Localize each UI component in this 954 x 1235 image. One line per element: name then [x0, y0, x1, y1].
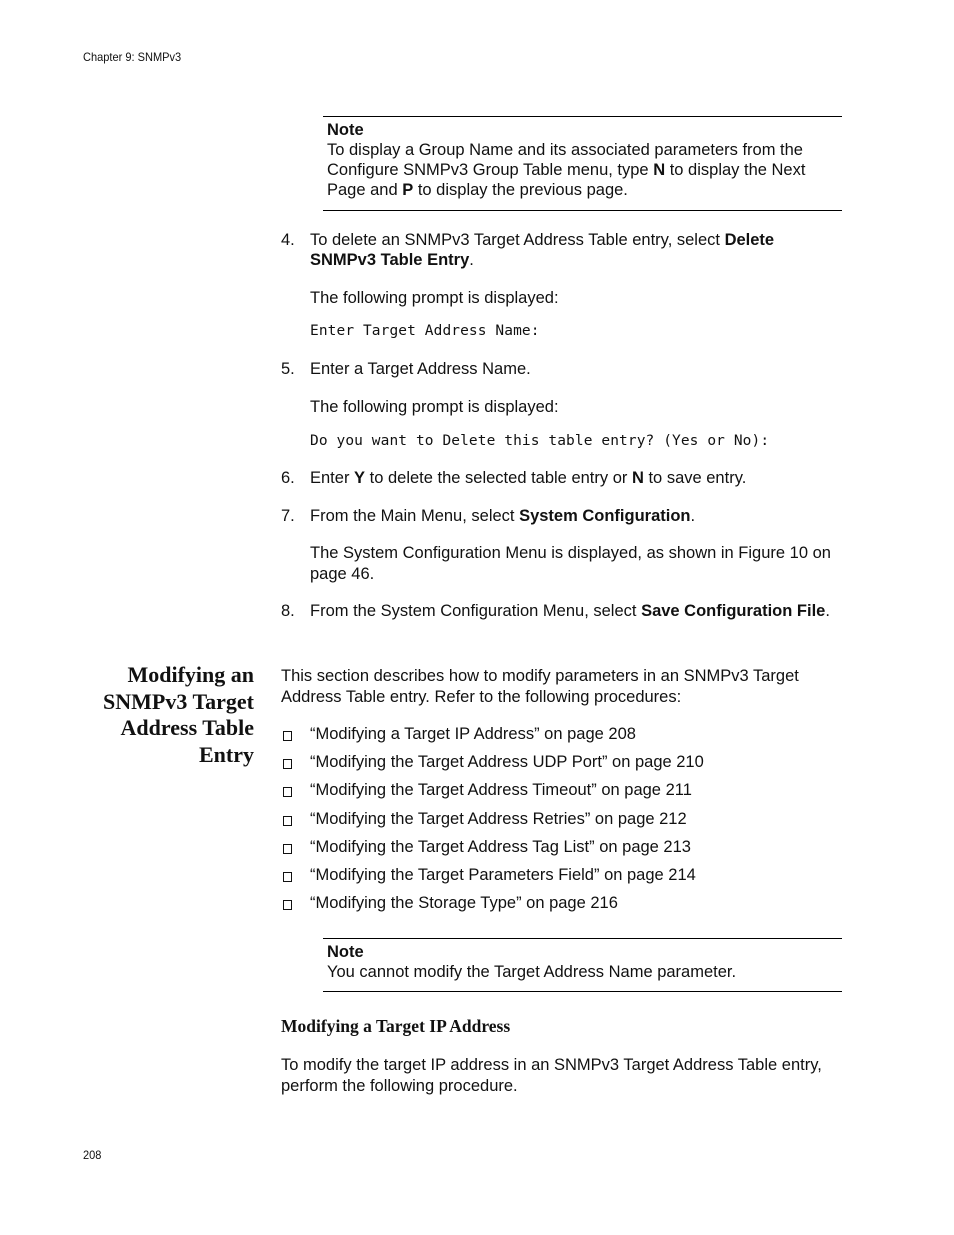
- checkbox-bullet-icon: [283, 731, 292, 741]
- checkbox-bullet-icon: [283, 872, 292, 882]
- list-item[interactable]: “Modifying the Target Address Tag List” on page 213: [281, 836, 842, 864]
- page-number: 208: [83, 1148, 102, 1162]
- step-detail: The System Configuration Menu is displayed, as shown in Figure 10 on page 46.: [310, 544, 831, 583]
- code-prompt: Do you want to Delete this table entry? (Yes or No):: [310, 433, 770, 449]
- step-number: 7.: [281, 507, 295, 525]
- step-text: Enter Y to delete the selected table entry or N to save entry.: [310, 469, 747, 487]
- list-item[interactable]: “Modifying the Storage Type” on page 216: [281, 892, 842, 920]
- step-4: [281, 230, 842, 270]
- note-body: You cannot modify the Target Address Name parameter.: [327, 963, 737, 981]
- step-number: 8.: [281, 602, 295, 620]
- checkbox-bullet-icon: [283, 787, 292, 797]
- note-title: Note: [327, 943, 364, 961]
- step-text: From the Main Menu, select System Configuration.: [310, 507, 696, 525]
- step-7: [281, 506, 842, 526]
- list-item[interactable]: “Modifying a Target IP Address” on page 208: [281, 723, 842, 751]
- running-header: Chapter 9: SNMPv3: [83, 50, 182, 64]
- code-prompt: Enter Target Address Name:: [310, 323, 540, 339]
- checkbox-bullet-icon: [283, 844, 292, 854]
- subsection-text: To modify the target IP address in an SNMPv3 Target Address Table entry, perform the following procedure.: [281, 1056, 822, 1095]
- note-box: [323, 938, 842, 992]
- step-number: 5.: [281, 360, 295, 378]
- step-text: To delete an SNMPv3 Target Address Table entry, select Delete SNMPv3 Table Entry.: [310, 231, 775, 269]
- list-item[interactable]: “Modifying the Target Address UDP Port” on page 210: [281, 751, 842, 779]
- step-5: [281, 359, 842, 379]
- checkbox-bullet-icon: [283, 900, 292, 910]
- note-title: Note: [327, 121, 364, 139]
- step-number: 6.: [281, 469, 295, 487]
- procedure-list: [281, 723, 842, 920]
- prompt-text: The following prompt is displayed:: [310, 398, 559, 416]
- list-item[interactable]: “Modifying the Target Parameters Field” on page 214: [281, 864, 842, 892]
- step-8: [281, 601, 842, 641]
- section-heading: Modifying an SNMPv3 Target Address Table Entry: [103, 662, 254, 767]
- step-number: 4.: [281, 231, 295, 249]
- section-intro: This section describes how to modify parameters in an SNMPv3 Target Address Table entry. Refer to the following procedures:: [281, 667, 799, 706]
- step-text: From the System Configuration Menu, select Save Configuration File.: [310, 602, 830, 620]
- checkbox-bullet-icon: [283, 759, 292, 769]
- note-box: [323, 116, 842, 211]
- prompt-text: The following prompt is displayed:: [310, 289, 559, 307]
- subsection-heading: Modifying a Target IP Address: [281, 1016, 511, 1036]
- step-text: Enter a Target Address Name.: [310, 360, 531, 378]
- step-6: [281, 468, 842, 488]
- note-body: To display a Group Name and its associated parameters from the Configure SNMPv3 Group Table menu, type N to display the Next Page and P to display the previous page.: [327, 141, 806, 199]
- list-item[interactable]: “Modifying the Target Address Timeout” on page 211: [281, 779, 842, 807]
- list-item[interactable]: “Modifying the Target Address Retries” on page 212: [281, 808, 842, 836]
- checkbox-bullet-icon: [283, 816, 292, 826]
